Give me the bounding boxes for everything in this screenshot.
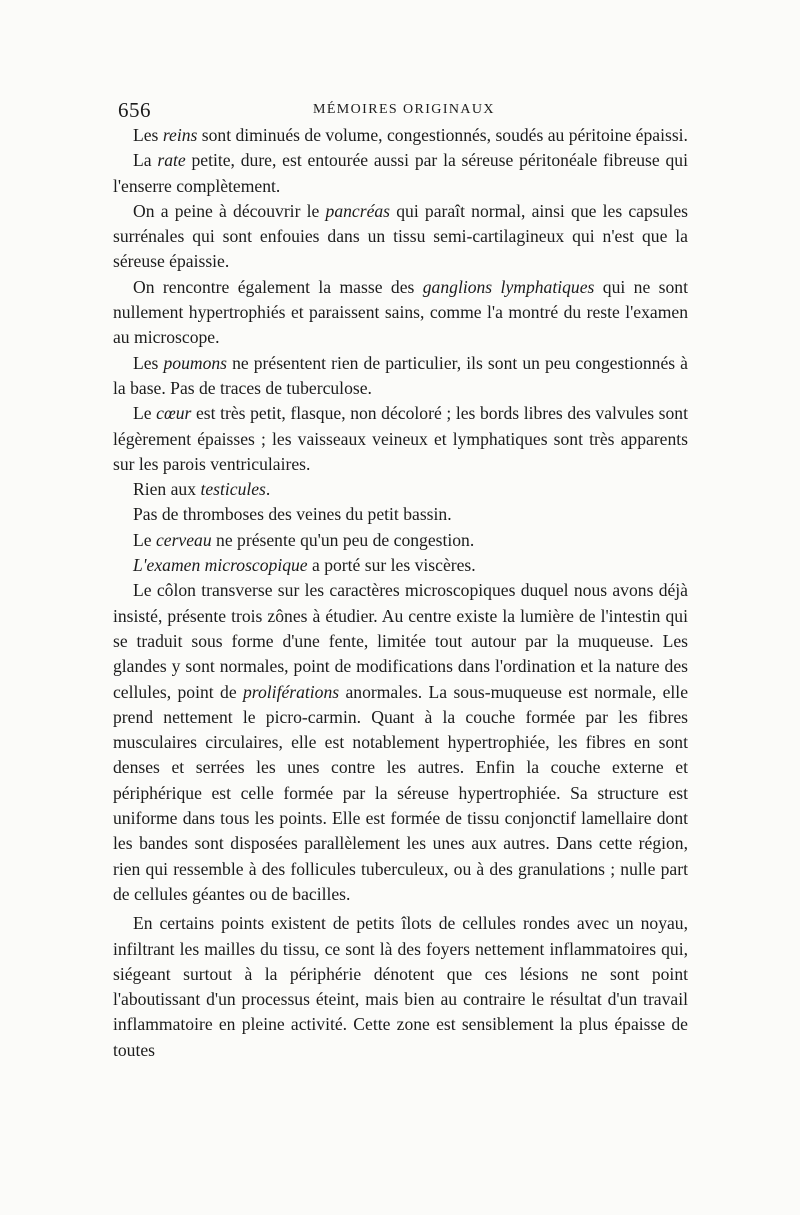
paragraph-ilots: En certains points existent de petits îlots de cellules rondes avec un noyau, infiltrant les mailles du tissu, ce sont là des foyers nettement inflammatoires qui, siégeant surtout à la périphérie dénotent que ces lésions ne sont point l'aboutissant d'un processus éteint, mais bien au contraire le résultat d'un travail inflammatoire en pleine activité. Cette zone est sensiblement la plus épaisse de toutes	[113, 913, 688, 1060]
paragraph-coeur: Le cœur est très petit, flasque, non décoloré ; les bords libres des valvules sont légèrement épaisses ; les vaisseaux veineux et lymphatiques sont très apparents sur les parois ventriculaires.	[113, 403, 688, 474]
paragraph-poumons: Les poumons ne présentent rien de particulier, ils sont un peu congestionnés à la base. Pas de traces de tuberculose.	[113, 352, 688, 398]
paragraph-reins: Les reins sont diminués de volume, congestionnés, soudés au péritoine épaissi.	[133, 125, 688, 145]
paragraph-pancreas: On a peine à découvrir le pancréas qui paraît normal, ainsi que les capsules surrénales qui sont enfouies dans un tissu semi-cartilagineux qui n'est que la séreuse épaissie.	[113, 200, 688, 272]
paragraph-cerveau: Le cerveau ne présente qu'un peu de congestion.	[133, 529, 475, 550]
paragraph-thromboses: Pas de thromboses des veines du petit bassin.	[133, 504, 452, 525]
paragraph-rate: La rate petite, dure, est entourée aussi par la séreuse péritonéale fibreuse qui l'enserre complètement.	[113, 150, 688, 196]
running-title: MÉMOIRES ORIGINAUX	[313, 102, 495, 117]
paragraph-examen: L'examen microscopique a porté sur les viscères.	[133, 555, 476, 576]
page-header	[118, 98, 708, 124]
paragraph-testicules: Rien aux testicules.	[133, 479, 271, 500]
body-text	[113, 123, 688, 1063]
paragraph-colon: Le côlon transverse sur les caractères microscopiques duquel nous avons déjà insisté, présente trois zônes à étudier. Au centre existe la lumière de l'intestin qui se traduit sous forme d'une fente, limitée tout autour par la muqueuse. Les glandes y sont normales, point de modifications dans l'ordination et la nature des cellules, point de proliférations anormales. La sous-muqueuse est normale, elle prend nettement le picro-carmin. Quant à la couche formée par les fibres musculaires circulaires, elle est notablement hypertrophiée, les fibres en sont denses et serrées les unes contre les autres. Enfin la couche externe et périphérique est celle formée par la séreuse hypertrophiée. Sa structure est uniforme dans tous les points. Elle est formée de tissu conjonctif lamellaire dont les bandes sont disposées parallèlement les unes aux autres. Dans cette région, rien qui ressemble à des follicules tuberculeux, ou à des granulations ; nulle part de cellules géantes ou de bacilles.	[113, 580, 689, 904]
paragraph-ganglions: On rencontre également la masse des ganglions lymphatiques qui ne sont nullement hypertrophiés et paraissent sains, comme l'a montré du reste l'examen au microscope.	[113, 276, 688, 348]
page-number: 656	[118, 98, 151, 122]
